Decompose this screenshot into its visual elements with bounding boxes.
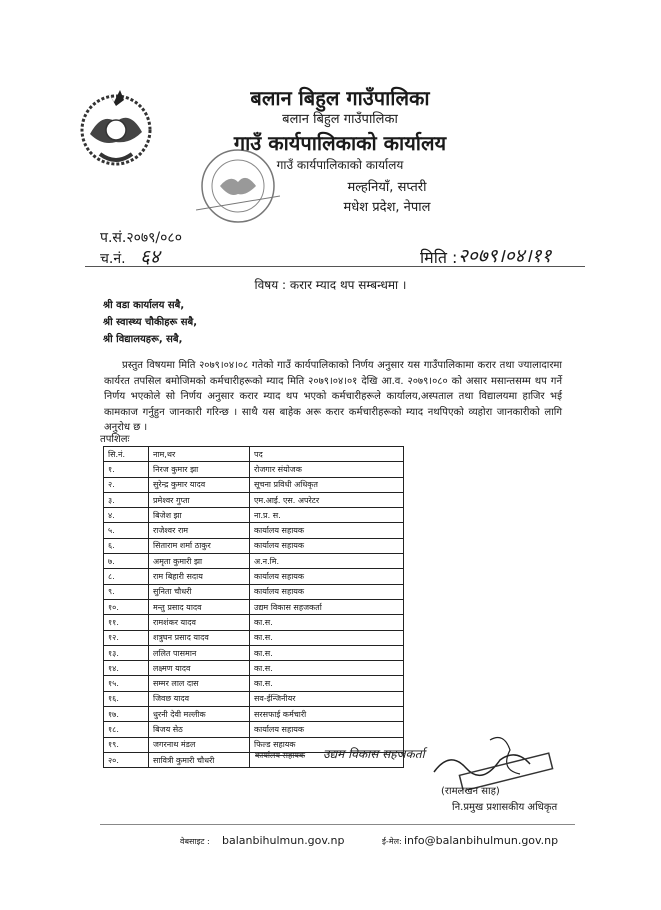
office-name: गाउँ कार्यपालिकाको कार्यालय (233, 131, 447, 155)
cell-serial: १३. (104, 645, 149, 660)
cell-name: मन्तु प्रसाद यादव (149, 599, 250, 614)
date-value: २०७९।०४।११ (458, 245, 552, 267)
signer-name: (रामलखन साह) (441, 786, 500, 797)
website-label: वेबसाइट : (180, 837, 210, 846)
cell-post: ना.प्र. स. (250, 508, 404, 523)
cell-serial: १५. (104, 676, 149, 691)
table-row (104, 523, 404, 538)
cell-serial: २०. (104, 752, 149, 767)
cell-name: निरज कुमार झा (149, 462, 250, 477)
cell-name: रामशंकर यादव (149, 615, 250, 630)
cell-post: का.स. (250, 676, 404, 691)
cell-post: कार्यालय सहायक (250, 584, 404, 599)
cell-serial: ९. (104, 584, 149, 599)
table-row (104, 584, 404, 599)
cell-post: का.स. (250, 630, 404, 645)
table-row (104, 492, 404, 507)
table-row (104, 630, 404, 645)
cell-serial: १. (104, 462, 149, 477)
header-serial: सि.नं. (104, 447, 149, 462)
cell-serial: १४. (104, 661, 149, 676)
cell-post: कार्यालय सहायक (250, 523, 404, 538)
cell-post: सूचना प्रविधी अधिकृत (250, 477, 404, 492)
cell-post: रोजगार संयोजक (250, 462, 404, 477)
cell-post: कार्यालय सहायक (250, 722, 404, 737)
table-row (104, 554, 404, 569)
office-province: मधेश प्रदेश, नेपाल (343, 200, 431, 215)
header-post: पद (250, 447, 404, 462)
cell-post: कार्यालय सहायक (250, 569, 404, 584)
cell-name: प्रमेश्वर गुप्ता (149, 492, 250, 507)
table-row (104, 615, 404, 630)
table-row (104, 508, 404, 523)
office-name-alt: गाउँ कार्यपालिकाको कार्यालय (276, 158, 404, 172)
table-row (104, 722, 404, 737)
cell-name: बिजय सेठ (149, 722, 250, 737)
cell-name: राम बिहारी सदाय (149, 569, 250, 584)
cell-serial: १९. (104, 737, 149, 752)
cell-name: सावित्री कुमारी चौधरी (149, 752, 250, 767)
cell-post: कार्यालय सहायक (250, 538, 404, 553)
cell-post: फिल्ड सहायक (250, 737, 404, 752)
cell-serial: ५. (104, 523, 149, 538)
municipality-name: बलान बिहुल गाउँपालिका (250, 86, 430, 110)
cell-post: एम.आई. एस. अपरेटर (250, 492, 404, 507)
table-row (104, 661, 404, 676)
letter-body: प्रस्तुत विषयमा मिति २०७९।०४।०८ गतेको गाउँ कार्यपालिकाको निर्णय अनुसार यस गाउँपालिकामा करार तथा ज्यालादारमा कार्यरत तपसिल बमोजिमको कर्मचारीहरूको म्याद मिति २०७९।०४।०१ देखि आ.व. २०७९।०८० को असार मसान्तसम्म थप गर्ने निर्णय भएकोले सो निर्णय अनुसार करार म्याद थप भएको कर्मचारीहरूले कार्यालय,अस्पताल तथा विद्यालयमा हाजिर भई कामकाज गर्नुहुन जानकारी गरिन्छ । साथै यस बाहेक अरू करार कर्मचारीहरूको म्याद नथपिएको व्यहोरा जानकारीको लागि अनुरोध छ । (104, 360, 562, 433)
table-row (104, 569, 404, 584)
table-row (104, 538, 404, 553)
cell-name: जगरनाथ मंडल (149, 737, 250, 752)
cell-name: सम्मर लाल दास (149, 676, 250, 691)
cell-post: का.स. (250, 661, 404, 676)
cell-name: सुनिता चौधरी (149, 584, 250, 599)
cell-serial: ८. (104, 569, 149, 584)
table-header-row (104, 447, 404, 462)
table-row (104, 676, 404, 691)
table-row (104, 462, 404, 477)
addressee-line: श्री स्वास्थ्य चौकीहरू सबै, (103, 317, 198, 328)
staff-table (103, 446, 404, 768)
header-divider (85, 266, 585, 267)
struck-post-text: कार्यालय सहायक (255, 751, 306, 760)
table-row (104, 645, 404, 660)
email-link[interactable]: info@balanbihulmun.gov.np (404, 834, 559, 847)
table-label: तपशिलः (100, 434, 130, 445)
handwritten-post-note: उद्यम विकास सहजकर्ता (323, 747, 425, 761)
cell-serial: ४. (104, 508, 149, 523)
addressee-line: श्री वडा कार्यालय सबै, (103, 300, 185, 311)
table-row (104, 691, 404, 706)
municipality-name-alt: बलान बिहुल गाउँपालिका (282, 112, 398, 127)
cell-name: सुरेन्द्र कुमार यादव (149, 477, 250, 492)
header-name: नाम,थर (149, 447, 250, 462)
cell-post: सव-ईन्जिनीयर (250, 691, 404, 706)
table-row (104, 477, 404, 492)
addressee-line: श्री विद्यालयहरू, सबै, (103, 334, 183, 345)
date-label: मिति : (420, 248, 458, 267)
cell-name: बिजेश झा (149, 508, 250, 523)
cell-post: सरसफाई कर्मचारी (250, 707, 404, 722)
cell-serial: २. (104, 477, 149, 492)
cell-serial: १२. (104, 630, 149, 645)
cell-post: उद्यम विकास सहजकर्ता (250, 599, 404, 614)
cell-serial: १६. (104, 691, 149, 706)
cell-serial: ११. (104, 615, 149, 630)
cell-name: अमृता कुमारी झा (149, 554, 250, 569)
table-row (104, 599, 404, 614)
email-label: ई-मेल: (382, 837, 402, 846)
cell-name: धुरनी देवी मल्लीक (149, 707, 250, 722)
letter-ref-number: प.सं.२०७९/०८० (100, 230, 182, 246)
cell-name: राजेश्वर राम (149, 523, 250, 538)
cell-post: का.स. (250, 615, 404, 630)
cell-serial: ३. (104, 492, 149, 507)
office-location: मल्हनियाँ, सप्तरी (347, 180, 427, 195)
website-link[interactable]: balanbihulmun.gov.np (222, 834, 345, 847)
cell-serial: १८. (104, 722, 149, 737)
cell-serial: ७. (104, 554, 149, 569)
table-row (104, 707, 404, 722)
cell-name: सिताराम शर्मा ठाकुर (149, 538, 250, 553)
signature-stamp-icon (430, 730, 555, 790)
cell-name: लक्ष्मण यादव (149, 661, 250, 676)
nepal-emblem-icon (72, 82, 160, 172)
cell-serial: १०. (104, 599, 149, 614)
cell-name: जिवछ यादव (149, 691, 250, 706)
dispatch-number-value: ६४ (140, 246, 160, 268)
cell-serial: १७. (104, 707, 149, 722)
footer-divider (100, 824, 575, 825)
cell-name: शत्रुघन प्रसाद यादव (149, 630, 250, 645)
cell-serial: ६. (104, 538, 149, 553)
cell-name: ललित पासमान (149, 645, 250, 660)
letter-subject: विषय : करार म्याद थप सम्बन्धमा । (254, 278, 407, 292)
cell-post: का.स. (250, 645, 404, 660)
signer-title: नि.प्रमुख प्रशासकीय अधिकृत (452, 802, 558, 813)
dispatch-number-label: च.नं. (100, 251, 126, 267)
cell-post: अ.न.मि. (250, 554, 404, 569)
